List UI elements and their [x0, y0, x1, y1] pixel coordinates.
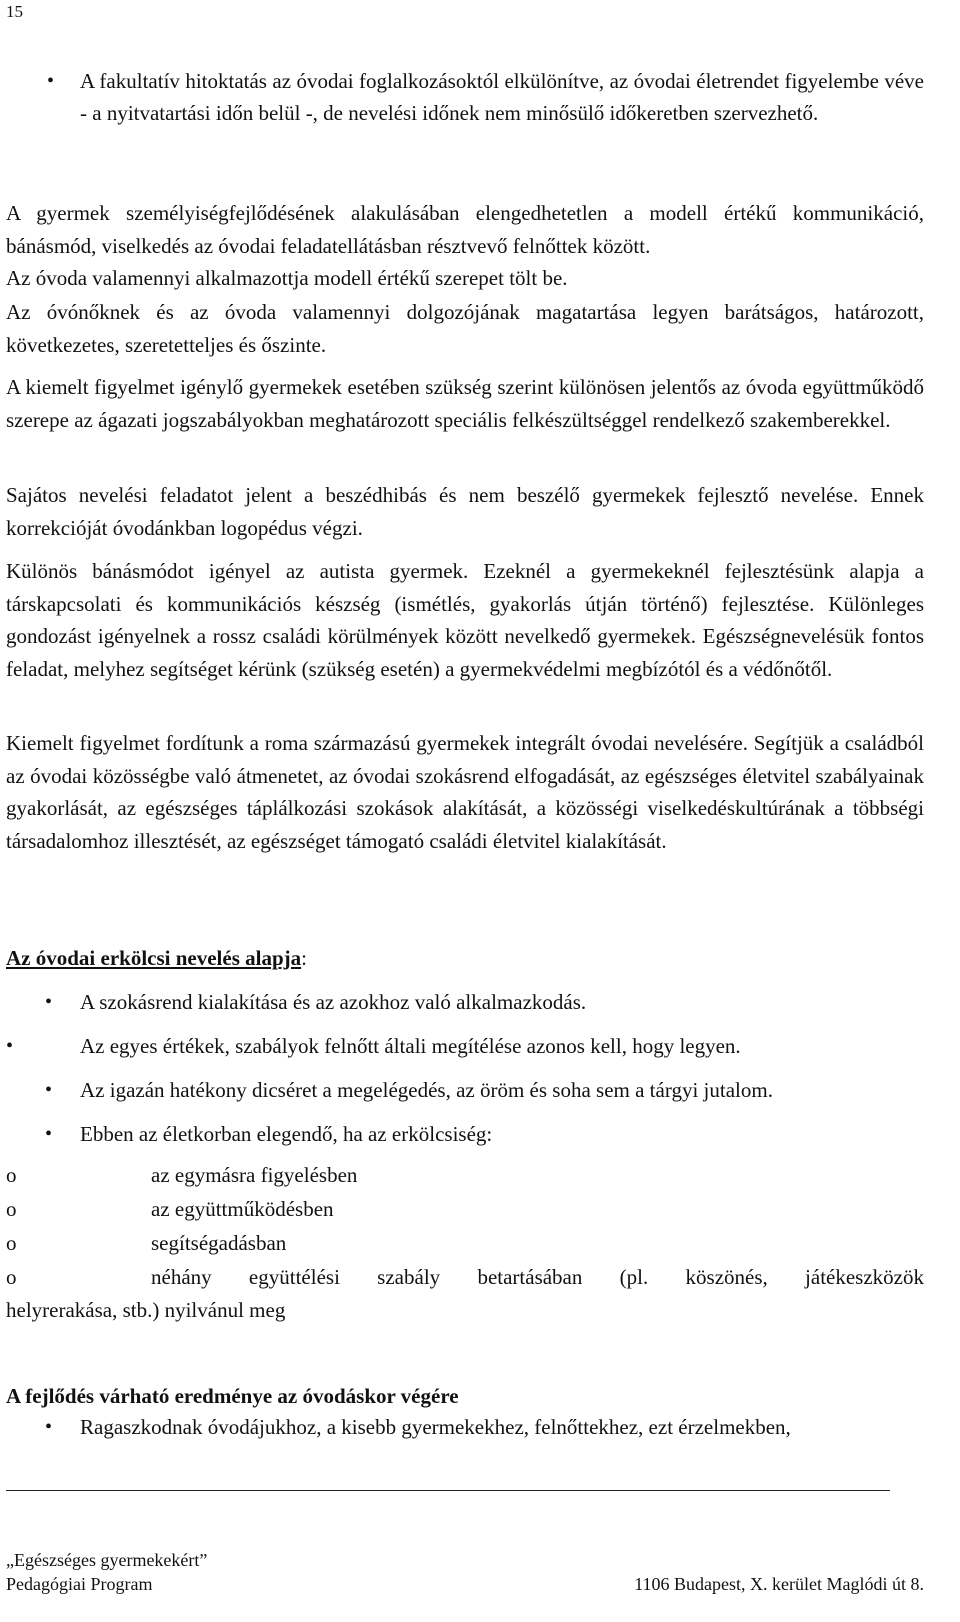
bullet-icon: • [45, 1123, 53, 1145]
erkolcsi-bullet: Az egyes értékek, szabályok felnőtt általi megítélése azonos kell, hogy legyen. [80, 1034, 741, 1058]
footer-quote: „Egészséges gyermekekért” [6, 1550, 208, 1570]
bullet-icon: • [6, 1035, 14, 1057]
bullet-icon: • [45, 1416, 53, 1438]
paragraph-ovonok-magatartasa: Az óvónőknek és az óvoda valamennyi dolgozójának magatartása legyen barátságos, határozott, következetes, szeretetteljes és őszinte. [6, 300, 924, 357]
footer-program: Pedagógiai Program [6, 1574, 153, 1594]
erkolcsi-bullet: Ebben az életkorban elegendő, ha az erkölcsiség: [80, 1122, 493, 1146]
sub-list-item: segítségadásban [151, 1231, 287, 1255]
paragraph-beszedhibas: Sajátos nevelési feladatot jelent a beszédhibás és nem beszélő gyermekek fejlesztő nevelése. Ennek korrekcióját óvodánkban logopédus végzi. [6, 483, 924, 540]
sub-list-marker: o [6, 1163, 17, 1187]
sub-list-item: az együttműködésben [151, 1197, 334, 1221]
paragraph-autista-gyermek: Különös bánásmódot igényel az autista gyermek. Ezeknél a gyermekeknél fejlesztésünk alapja a társkapcsolati és kommunikációs készség (ismétlés, gyakorlás útján történő) fejlesztése. Különleges gondozást igényelnek a rossz családi körülmények között nevelkedő gyermekek. Egészségnevelésük fontos feladat, melyhez segítséget kérünk (szükség esetén) a gyermekvédelmi megbízótól és a védőnőtől. [6, 559, 924, 681]
section-heading-text: Az óvodai erkölcsi nevelés alapja [6, 946, 302, 970]
section-heading-colon: : [301, 946, 307, 970]
section-heading-fejlodes: A fejlődés várható eredménye az óvodáskor végére [6, 1384, 459, 1408]
section-heading-erkolcsi-neveles [6, 943, 307, 973]
erkolcsi-bullet: Az igazán hatékony dicséret a megelégedés, az öröm és soha sem a tárgyi jutalom. [80, 1078, 773, 1102]
bullet-fakultativ-hitoktatas: • A fakultatív hitoktatás az óvodai foglalkozásoktól elkülönítve, az óvodai életrendet figyelembe véve - a nyitvatartási időn belül -, de nevelési időnek nem minősülő időkeretben szervezhető. [80, 66, 924, 129]
sub-list-item-long-line2: helyrerakása, stb.) nyilvánul meg [6, 1297, 286, 1322]
page-number: 15 [6, 2, 23, 21]
sub-list-item: az egymásra figyelésben [151, 1163, 358, 1187]
sub-list-marker: o [6, 1197, 17, 1221]
footer-divider [6, 1490, 890, 1491]
footer-address: 1106 Budapest, X. kerület Maglódi út 8. [634, 1574, 924, 1594]
paragraph-modell-kommunikacio: A gyermek személyiségfejlődésének alakulásában elengedhetetlen a modell értékű kommunikáció, bánásmód, viselkedés az óvodai feladatellátásban résztvevő felnőttek között. [6, 201, 924, 258]
sub-list-item-long [6, 1261, 924, 1326]
paragraph-kiemelt-figyelem: A kiemelt figyelmet igénylő gyermekek esetében szükség szerint különösen jelentős az óvoda együttműködő szerepe az ágazati jogszabályokban meghatározott speciális felkészültséggel rendelkező szakemberekkel. [6, 375, 924, 432]
paragraph-modell-szerep: Az óvoda valamennyi alkalmazottja modell értékű szerepet tölt be. [6, 266, 568, 290]
fejlodes-bullet: Ragaszkodnak óvodájukhoz, a kisebb gyermekekhez, felnőttekhez, ezt érzelmekben, [80, 1415, 791, 1439]
sub-list-item-long-line1: néhány együttélési szabály betartásában (pl. köszönés, játékeszközök [151, 1265, 924, 1289]
sub-list-marker: o [6, 1265, 17, 1289]
bullet-icon: • [45, 991, 53, 1013]
erkolcsi-bullet: A szokásrend kialakítása és az azokhoz való alkalmazkodás. [80, 990, 587, 1014]
sub-list-marker: o [6, 1231, 17, 1255]
paragraph-roma-integracio: Kiemelt figyelmet fordítunk a roma származású gyermekek integrált óvodai nevelésére. Segítjük a családból az óvodai közösségbe való átmenetet, az óvodai szokásrend elfogadását, az egészséges életvitel szabályainak gyakorlását, az egészséges táplálkozási szokások alakítását, a közösségi viselkedéskultúrának a többségi társadalomhoz illesztését, az egészséget támogató családi életvitel kialakítását. [6, 731, 924, 853]
bullet-icon: • [45, 1079, 53, 1101]
